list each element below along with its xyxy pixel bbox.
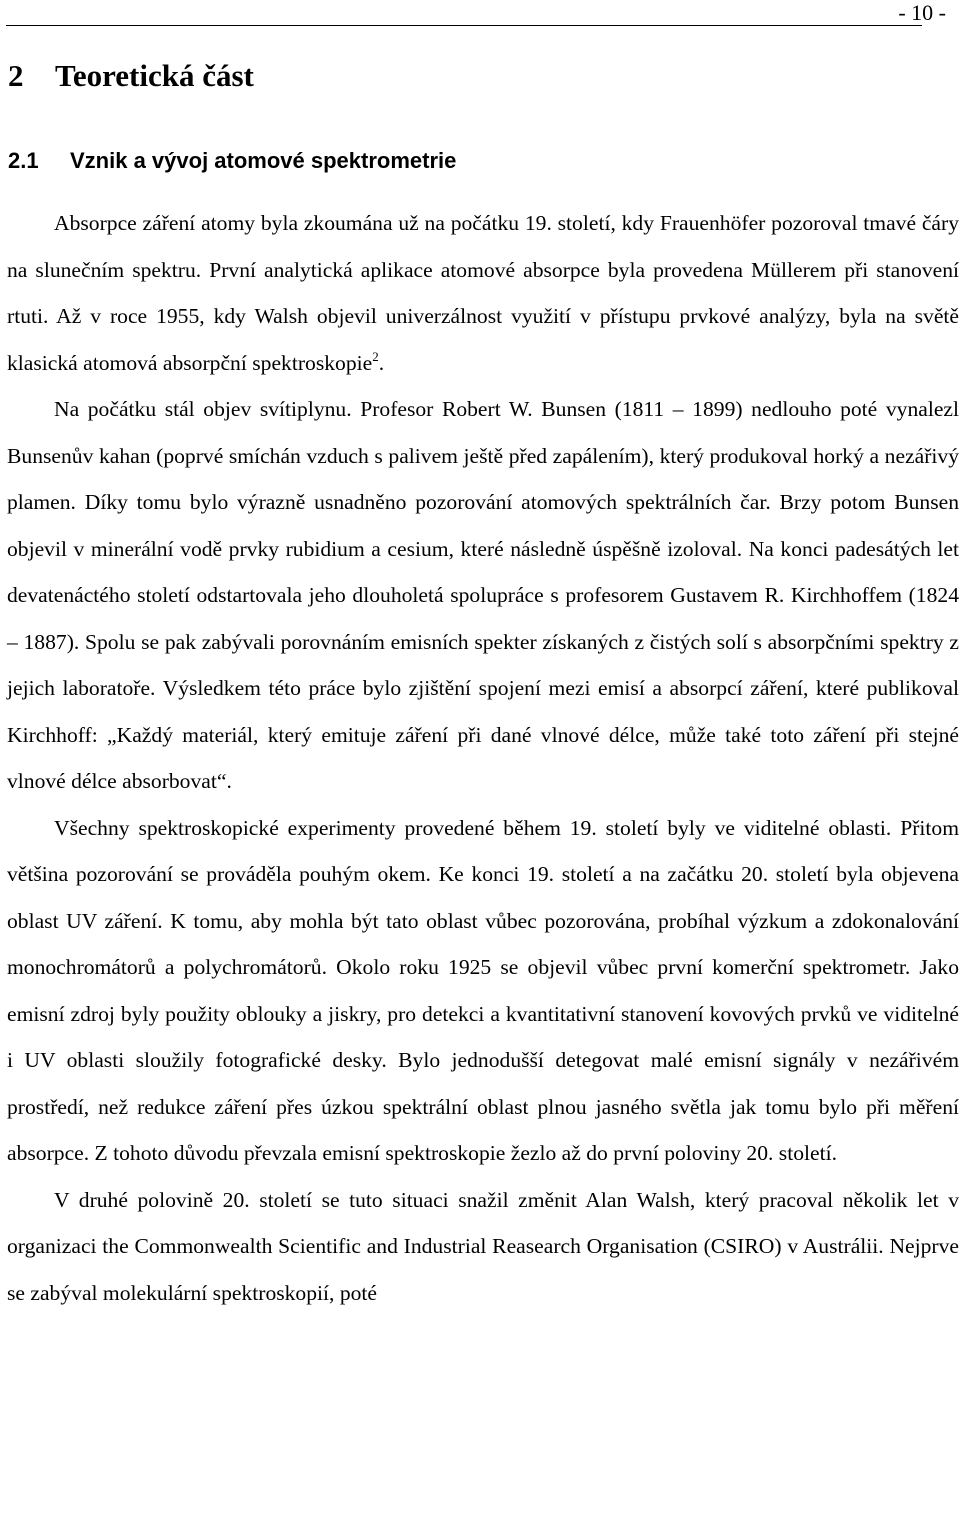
paragraph-2: Na počátku stál objev svítiplynu. Profesor Robert W. Bunsen (1811 – 1899) nedlouho poté vynalezl Bunsenův kahan (poprvé smíchán vzduch s palivem ještě před zapálením), který produkoval horký a nezářivý plamen. Díky tomu bylo výrazně usnadněno pozorování atomových spektrálních čar. Brzy potom Bunsen objevil v minerální vodě prvky rubidium a cesium, které následně úspěšně izoloval. Na konci padesátých let devatenáctého století odstartovala jeho dlouholetá spolupráce s profesorem Gustavem R. Kirchhoffem (1824 – 1887). Spolu se pak zabývali porovnáním emisních spekter získaných z čistých solí s absorpčními spektry z jejich laboratoře. Výsledkem této práce bylo zjištění spojení mezi emisí a absorpcí záření, které publikoval Kirchhoff: „Každý materiál, který emituje záření při dané vlnové délce, může také toto záření při stejné vlnové délce absorbovat“. xyxy=(7,397,959,793)
section-title: Vznik a vývoj atomové spektrometrie xyxy=(70,148,457,173)
paragraph-4: V druhé polovině 20. století se tuto situaci snažil změnit Alan Walsh, který pracoval několik let v organizaci the Commonwealth Scientific and Industrial Reasearch Organisation (CSIRO) v Austrálii. Nejprve se zabýval molekulární spektroskopií, poté xyxy=(7,1187,959,1305)
page-number: - 10 - xyxy=(898,0,946,25)
paragraph-3: Všechny spektroskopické experimenty provedené během 19. století byly ve viditelné oblasti. Přitom většina pozorování se prováděla pouhým okem. Ke konci 19. století a na začátku 20. století byla objevena oblast UV záření. K tomu, aby mohla být tato oblast vůbec pozorována, probíhal výzkum a zdokonalování monochromátorů a polychromátorů. Okolo roku 1925 se objevil vůbec první komerční spektrometr. Jako emisní zdroj byly použity oblouky a jiskry, pro detekci a kvantitativní stanovení kovových prvků ve viditelné i UV oblasti sloužily fotografické desky. Bylo jednodušší detegovat malé emisní signály v nezářivém prostředí, než redukce záření přes úzkou spektrální oblast plnou jasného světla jak tomu bylo při měření absorpce. Z tohoto důvodu převzala emisní spektroskopie žezlo až do první poloviny 20. století. xyxy=(7,815,959,1165)
paragraph-tail: . xyxy=(378,350,385,375)
header-rule xyxy=(6,25,922,26)
chapter-number: 2 xyxy=(8,58,24,93)
section-heading xyxy=(8,146,456,176)
paragraph-1 xyxy=(7,200,959,386)
body-text xyxy=(7,200,959,1316)
section-number: 2.1 xyxy=(8,148,39,173)
chapter-title: Teoretická část xyxy=(55,58,254,93)
footnote-reference[interactable]: 2 xyxy=(372,348,379,364)
paragraph-text: Absorpce záření atomy byla zkoumána už na počátku 19. století, kdy Frauenhöfer pozoroval tmavé čáry na slunečním spektru. První analytická aplikace atomové absorpce byla provedena Müllerem při stanovení rtuti. Až v roce 1955, kdy Walsh objevil univerzálnost využití v přístupu prvkové analýzy, byla na světě klasická atomová absorpční spektroskopie xyxy=(7,211,959,375)
chapter-heading xyxy=(8,56,254,96)
